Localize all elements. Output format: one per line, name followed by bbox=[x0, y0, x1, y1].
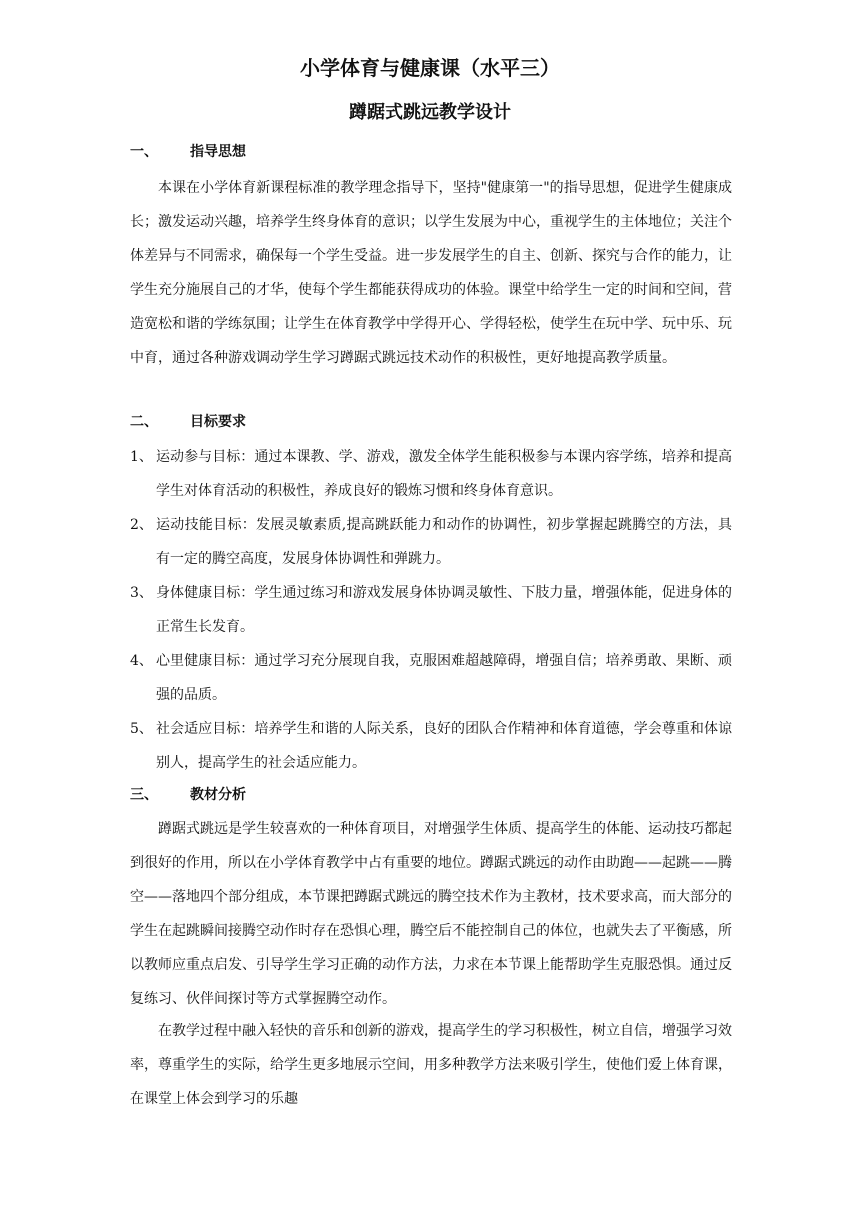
paragraph: 蹲踞式跳远是学生较喜欢的一种体育项目，对增强学生体质、提高学生的体能、运动技巧都起到很好的作用，所以在小学体育教学中占有重要的地位。蹲踞式跳远的动作由助跑——起跳——腾空——落地四个部分组成，本节课把蹲踞式跳远的腾空技术作为主教材，技术要求高，而大部分的学生在起跳瞬间接腾空动作时存在恐惧心理，腾空后不能控制自己的体位，也就失去了平衡感，所以教师应重点启发、引导学生学习正确的动作方法，力求在本节课上能帮助学生克服恐惧。通过反复练习、伙伴间探讨等方式掌握腾空动作。 bbox=[130, 821, 732, 1007]
list-item bbox=[130, 440, 732, 508]
list-item-text: 运动参与目标：通过本课教、学、游戏，激发全体学生能积极参与本课内容学练，培养和提高学生对体育活动的积极性，养成良好的锻炼习惯和终身体育意识。 bbox=[156, 449, 732, 499]
list-item-text: 身体健康目标：学生通过练习和游戏发展身体协调灵敏性、下肢力量，增强体能，促进身体的正常生长发育。 bbox=[156, 585, 732, 635]
section-title: 指导思想 bbox=[190, 144, 246, 160]
section-heading-objectives bbox=[130, 408, 246, 436]
list-item-text: 运动技能目标：发展灵敏素质,提高跳跃能力和动作的协调性，初步掌握起跳腾空的方法，具有一定的腾空高度，发展身体协调性和弹跳力。 bbox=[156, 517, 732, 567]
paragraph: 在教学过程中融入轻快的音乐和创新的游戏，提高学生的学习积极性，树立自信，增强学习效率，尊重学生的实际，给学生更多地展示空间，用多种教学方法来吸引学生，使他们爱上体育课，在课堂上体会到学习的乐趣 bbox=[130, 1023, 732, 1107]
section-number: 二、 bbox=[130, 414, 158, 430]
list-item-text: 社会适应目标：培养学生和谐的人际关系，良好的团队合作精神和体育道德，学会尊重和体谅别人，提高学生的社会适应能力。 bbox=[156, 721, 732, 771]
list-item-number: 2、 bbox=[130, 517, 153, 533]
paragraph: 本课在小学体育新课程标准的教学理念指导下，坚持"健康第一"的指导思想，促进学生健康成长；激发运动兴趣，培养学生终身体育的意识；以学生发展为中心，重视学生的主体地位；关注个体差异与不同需求，确保每一个学生受益。进一步发展学生的自主、创新、探究与合作的能力，让学生充分施展自己的才华，使每个学生都能获得成功的体验。课堂中给学生一定的时间和空间，营造宽松和谐的学练氛围；让学生在体育教学中学得开心、学得轻松，使学生在玩中学、玩中乐、玩中育，通过各种游戏调动学生学习蹲踞式跳远技术动作的积极性，更好地提高教学质量。 bbox=[130, 180, 732, 366]
list-item-text: 心里健康目标：通过学习充分展现自我，克服困难超越障碍，增强自信；培养勇敢、果断、顽强的品质。 bbox=[156, 653, 732, 703]
list-item bbox=[130, 576, 732, 644]
list-item bbox=[130, 508, 732, 576]
document-title: 小学体育与健康课（水平三） bbox=[300, 56, 560, 80]
list-item bbox=[130, 644, 732, 712]
list-item-number: 1、 bbox=[130, 449, 153, 465]
section-number: 三、 bbox=[130, 787, 158, 803]
section-heading-guiding-ideology bbox=[130, 138, 246, 166]
list-item bbox=[130, 712, 732, 780]
list-item-number: 3、 bbox=[130, 585, 153, 601]
document-subtitle: 蹲踞式跳远教学设计 bbox=[349, 102, 511, 123]
list-item-number: 5、 bbox=[130, 721, 153, 737]
section-number: 一、 bbox=[130, 144, 158, 160]
list-item-number: 4、 bbox=[130, 653, 153, 669]
section-title: 教材分析 bbox=[190, 787, 246, 803]
section-heading-material-analysis bbox=[130, 781, 246, 809]
section-title: 目标要求 bbox=[190, 414, 246, 430]
